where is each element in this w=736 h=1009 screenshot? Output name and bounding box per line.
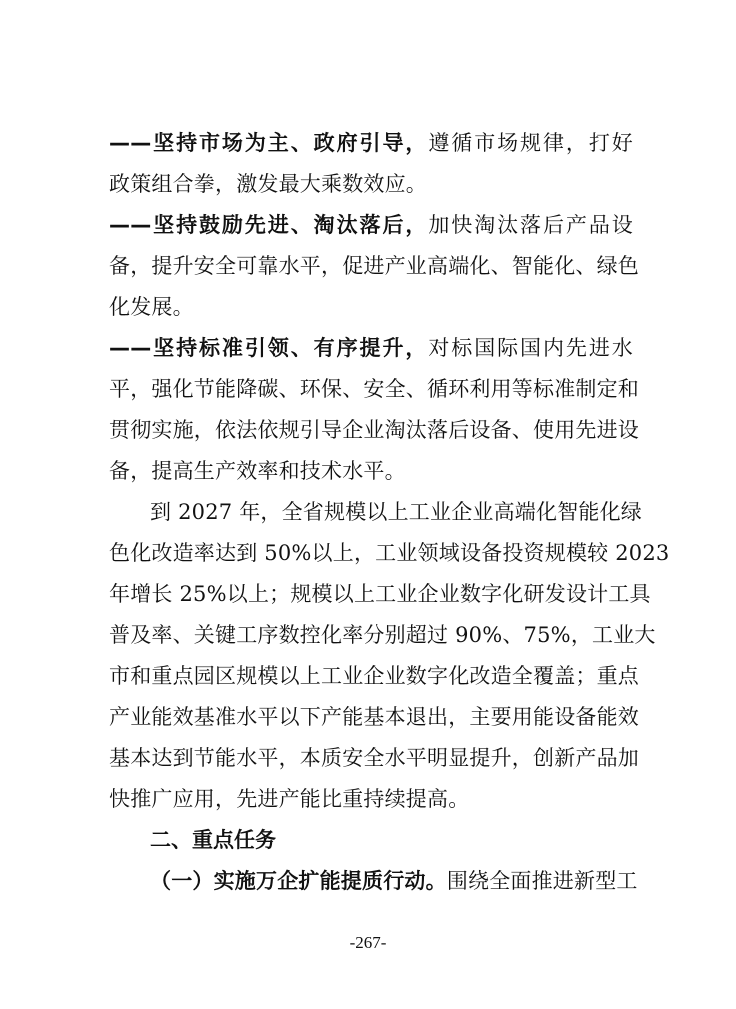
paragraph-2-text: 加快淘汰落后产品设 [428, 213, 633, 237]
section-heading: 二、重点任务 [150, 828, 276, 852]
paragraph-5-line-1 [150, 861, 638, 901]
principle-market-lead: ——坚持市场为主、政府引导， [109, 131, 429, 155]
paragraph-3-line-2: 平，强化节能降碳、环保、安全、循环利用等标准制定和 [109, 377, 639, 401]
paragraph-4-line-5: 市和重点园区规模以上工业企业数字化改造全覆盖；重点 [109, 664, 639, 688]
paragraph-3-line-4: 备，提高生产效率和技术水平。 [109, 459, 406, 483]
paragraph-1-line-1 [109, 123, 633, 163]
paragraph-4-line-4: 普及率、关键工序数控化率分别超过 90%、75%，工业大 [109, 623, 656, 647]
paragraph-4-line-8: 快推广应用，先进产能比重持续提高。 [109, 787, 470, 811]
paragraph-3-line-1 [109, 328, 633, 368]
paragraph-3-text: 对标国际国内先进水 [428, 336, 633, 360]
paragraph-5-text: 围绕全面推进新型工 [446, 869, 638, 893]
paragraph-1-text: 遵循市场规律，打好 [428, 131, 633, 155]
paragraph-3-line-3: 贯彻实施，依法依规引导企业淘汰落后设备、使用先进设 [109, 418, 639, 442]
paragraph-4-line-2: 色化改造率达到 50%以上，工业领域设备投资规模较 2023 [109, 541, 670, 565]
paragraph-2-line-2: 备，提升安全可靠水平，促进产业高端化、智能化、绿色 [109, 254, 639, 278]
paragraph-2-line-1 [109, 205, 633, 245]
paragraph-4-line-3: 年增长 25%以上；规模以上工业企业数字化研发设计工具 [109, 582, 651, 606]
principle-advanced-lead: ——坚持鼓励先进、淘汰落后， [109, 213, 429, 237]
paragraph-4-line-6: 产业能效基准水平以下产能基本退出，主要用能设备能效 [109, 705, 639, 729]
page-number: -267- [349, 933, 387, 952]
paragraph-1-line-2: 政策组合拳，激发最大乘数效应。 [109, 172, 427, 196]
action-title: （一）实施万企扩能提质行动。 [150, 869, 447, 893]
paragraph-2-line-3: 化发展。 [109, 295, 194, 319]
principle-standard-lead: ——坚持标准引领、有序提升， [109, 336, 429, 360]
paragraph-4-line-7: 基本达到节能水平，本质安全水平明显提升，创新产品加 [109, 746, 639, 770]
paragraph-4-line-1: 到 2027 年，全省规模以上工业企业高端化智能化绿 [150, 500, 642, 524]
